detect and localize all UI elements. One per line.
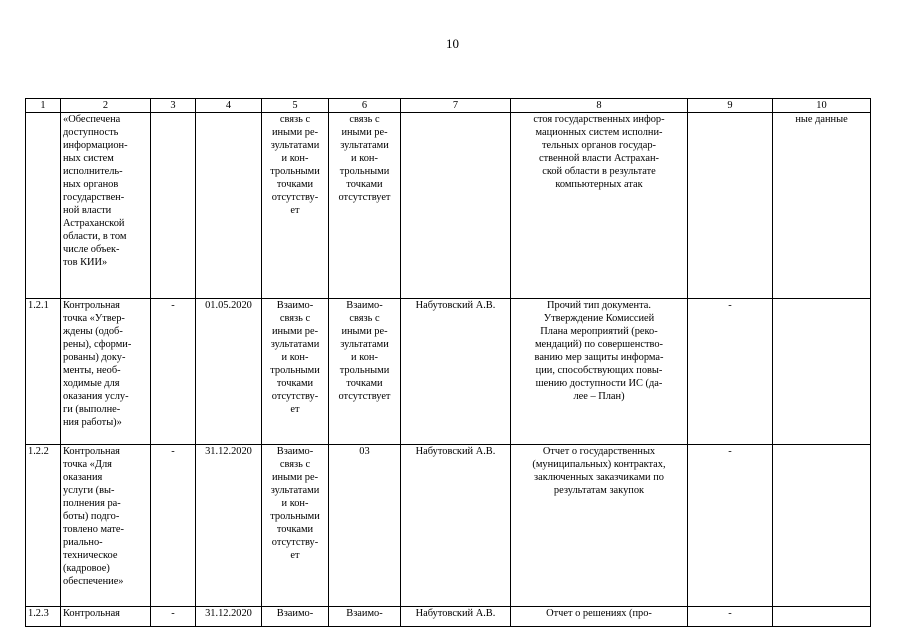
header-cell: 1 xyxy=(26,99,61,113)
header-cell: 7 xyxy=(401,99,511,113)
row-number: 1.2.3 xyxy=(26,607,61,627)
end-date: 31.12.2020 xyxy=(196,607,262,627)
successor-link: Взаимо- связь с иными ре- зультатами и кон- трольными точками отсутствует xyxy=(329,299,401,445)
successor-link: 03 xyxy=(329,445,401,607)
header-cell: 10 xyxy=(773,99,871,113)
successor-link: Взаимо- xyxy=(329,607,401,627)
responsible-person: Набутовский А.В. xyxy=(401,445,511,607)
level-control: - xyxy=(688,299,773,445)
start-date xyxy=(151,113,196,299)
header-cell: 9 xyxy=(688,99,773,113)
result-name: Контрольная точка «Для оказания услуги (вы- полнения ра- боты) подго- товлено мате- риально- техническое (кадровое) обеспечение» xyxy=(61,445,151,607)
responsible-person: Набутовский А.В. xyxy=(401,299,511,445)
result-name: «Обеспечена доступность информацион- ных систем исполнитель- ных органов государствен- ной власти Астраханской области, в том числе объек- тов КИИ» xyxy=(61,113,151,299)
responsible-person: Набутовский А.В. xyxy=(401,607,511,627)
row-number: 1.2.1 xyxy=(26,299,61,445)
predecessor-link: Взаимо- связь с иными ре- зультатами и кон- трольными точками отсутству- ет xyxy=(262,445,329,607)
header-cell: 8 xyxy=(511,99,688,113)
predecessor-link: Взаимо- связь с иными ре- зультатами и кон- трольными точками отсутству- ет xyxy=(262,299,329,445)
info-system xyxy=(773,299,871,445)
document-type: стоя государственных инфор- мационных систем исполни- тельных органов государ- ственной власти Астрахан- ской области в результате компьютерных атак xyxy=(511,113,688,299)
document-type: Отчет о государственных (муниципальных) контрактах, заключенных заказчиками по результатам закупок xyxy=(511,445,688,607)
document-type: Отчет о решениях (про- xyxy=(511,607,688,627)
header-cell: 2 xyxy=(61,99,151,113)
row-number: 1.2.2 xyxy=(26,445,61,607)
end-date xyxy=(196,113,262,299)
responsible-person xyxy=(401,113,511,299)
level-control: - xyxy=(688,445,773,607)
table-row xyxy=(26,299,871,445)
end-date: 31.12.2020 xyxy=(196,445,262,607)
plan-table xyxy=(25,98,871,627)
end-date: 01.05.2020 xyxy=(196,299,262,445)
table-row xyxy=(26,113,871,299)
predecessor-link: Взаимо- xyxy=(262,607,329,627)
predecessor-link: связь с иными ре- зультатами и кон- трольными точками отсутству- ет xyxy=(262,113,329,299)
level-control xyxy=(688,113,773,299)
header-cell: 4 xyxy=(196,99,262,113)
header-cell: 3 xyxy=(151,99,196,113)
document-type: Прочий тип документа. Утверждение Комиссией Плана мероприятий (реко- мендаций) по совершенство- ванию мер защиты информа- ции, способствующих повы- шению доступности ИС (да- лее – План) xyxy=(511,299,688,445)
row-number xyxy=(26,113,61,299)
header-cell: 5 xyxy=(262,99,329,113)
result-name: Контрольная xyxy=(61,607,151,627)
successor-link: связь с иными ре- зультатами и кон- трольными точками отсутствует xyxy=(329,113,401,299)
level-control: - xyxy=(688,607,773,627)
header-cell: 6 xyxy=(329,99,401,113)
header-row xyxy=(26,99,871,113)
start-date: - xyxy=(151,445,196,607)
page-number: 10 xyxy=(446,36,459,51)
info-system: ные данные xyxy=(773,113,871,299)
table-row xyxy=(26,445,871,607)
table-row xyxy=(26,607,871,627)
result-name: Контрольная точка «Утвер- ждены (одоб- рены), сформи- рованы) доку- менты, необ- ходимые для оказания услу- ги (выполне- ния работы)» xyxy=(61,299,151,445)
start-date: - xyxy=(151,299,196,445)
info-system xyxy=(773,607,871,627)
info-system xyxy=(773,445,871,607)
start-date: - xyxy=(151,607,196,627)
